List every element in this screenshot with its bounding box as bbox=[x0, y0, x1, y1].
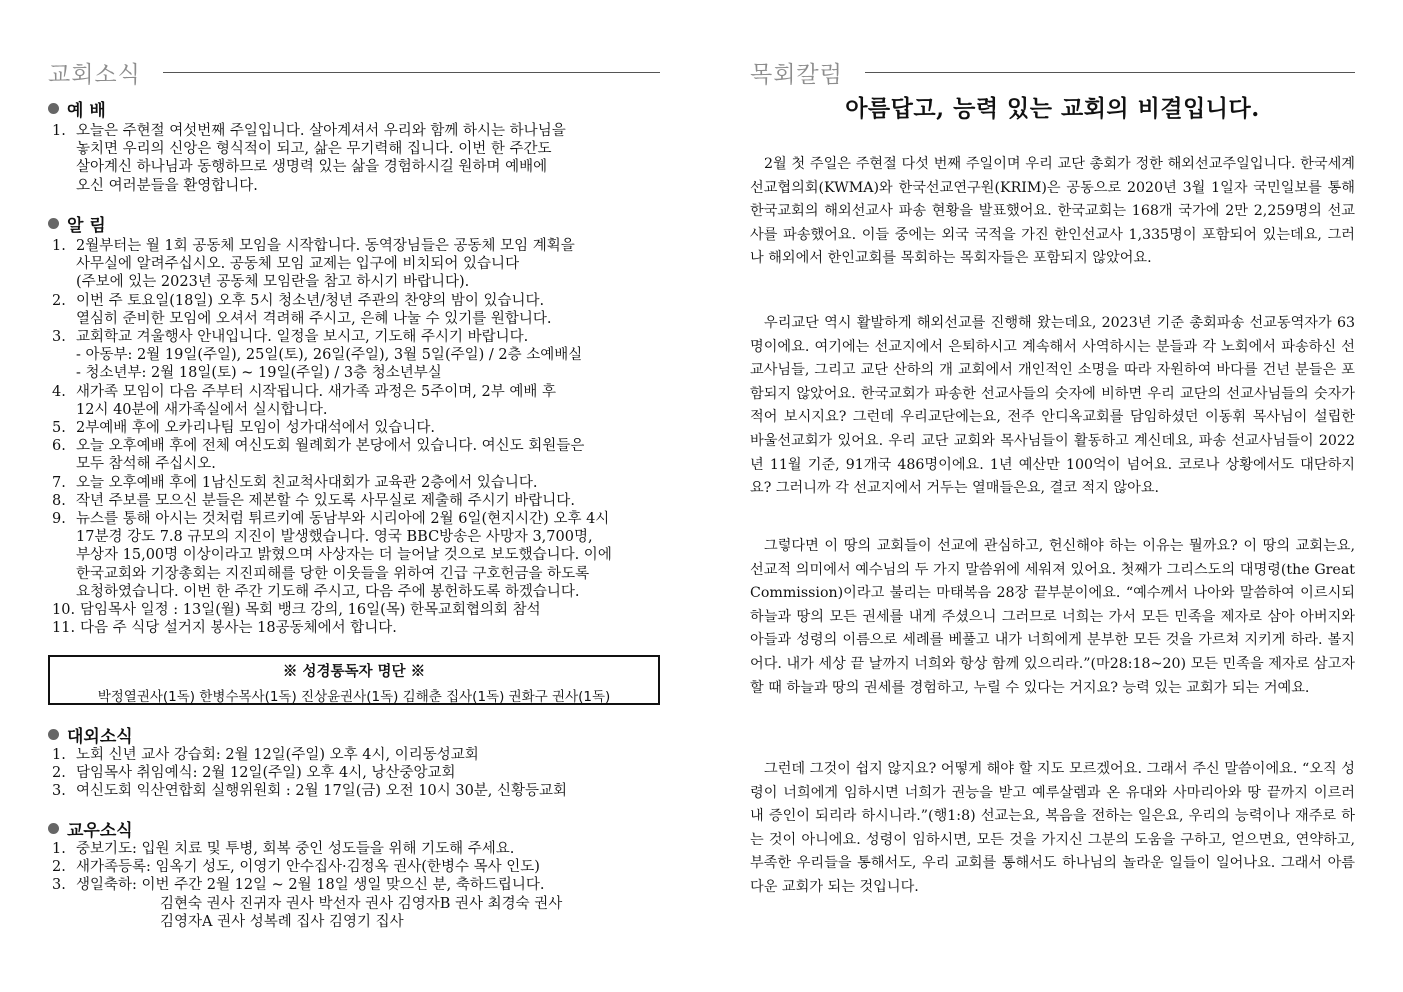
item-number: 11. bbox=[52, 620, 76, 637]
item-text-line: 열심히 준비한 모임에 오셔서 격려해 주시고, 은혜 나눌 수 있기를 원합니다. bbox=[76, 310, 552, 327]
bullet-dot-icon bbox=[48, 103, 59, 114]
item-number: 9. bbox=[52, 511, 66, 528]
item-text-line: 여신도회 익산연합회 실행위원회 : 2월 17일(금) 오전 10시 30분, 신황등교회 bbox=[76, 783, 568, 800]
item-number: 2. bbox=[52, 765, 66, 782]
column-paragraph: 그렇다면 이 땅의 교회들이 선교에 관심하고, 헌신해야 하는 이유는 뭘까요? 이 땅의 교회는요, 선교적 의미에서 예수님의 두 가지 말씀위에 세워져 있어요. 첫째가 그리스도의 대명령(the Great Commission)이라고 불리는 마태복음 28장 끝부분이에요. “예수께서 나아와 말씀하여 이르시되 하늘과 땅의 모든 권세를 내게 주셨으니 그러므로 너희는 가서 모든 민족을 제자로 삼아 아버지와 아들과 성령의 이름으로 세례를 베풀고 내가 너희에게 분부한 모든 것을 가르쳐 지키게 하라. 볼지어다. 내가 세상 끝 날까지 너희와 항상 함께 있으리라.”(마28:18~20) 모든 민족을 제자로 삼고자 할 때 하늘과 땅의 권세를 경험하고, 누릴 수 있다는 거지요? 능력 있는 교회가 되는 거예요. bbox=[750, 538, 1355, 696]
item-text-line: 한국교회와 기장총회는 지진피해를 당한 이웃들을 위하여 긴급 구호헌금을 하도록 bbox=[76, 565, 590, 582]
item-text-line: 교회학교 겨울행사 안내입니다. 일정을 보시고, 기도해 주시기 바랍니다. bbox=[76, 329, 529, 346]
item-text-line: 17분경 강도 7.8 규모의 지진이 발생했습니다. 영국 BBC방송은 사망자 3,700명, bbox=[76, 529, 593, 546]
item-text-line: 작년 주보를 모으신 분들은 제본할 수 있도록 사무실로 제출해 주시기 바랍니다. bbox=[76, 492, 575, 509]
list-item bbox=[52, 419, 660, 437]
item-number: 1. bbox=[52, 841, 66, 857]
members-news-heading: 교우소식 bbox=[48, 816, 133, 841]
bible-readers-title: ※ 성경통독자 명단 ※ bbox=[282, 663, 426, 680]
members-news-list bbox=[52, 840, 660, 931]
item-text-line: (주보에 있는 2023년 공동체 모임란을 참고 하시기 바랍니다). bbox=[76, 274, 470, 291]
bullet-dot-icon bbox=[48, 729, 59, 740]
item-text-line: 뉴스를 통해 아시는 것처럼 튀르키예 동남부와 시리아에 2월 6일(현지시간) 오후 4시 bbox=[76, 511, 610, 528]
church-news-header bbox=[48, 56, 660, 89]
bullet-dot-icon bbox=[48, 823, 59, 834]
column-paragraph: 2월 첫 주일은 주현절 다섯 번째 주일이며 우리 교단 총회가 정한 해외선교주일입니다. 한국세계선교협의회(KWMA)와 한국선교연구원(KRIM)은 공동으로 2020년 3월 1일자 국민일보를 통해 한국교회의 해외선교사 파송 현황을 발표했어요. 한국교회는 168개 국가에 2만 2,259명의 선교사를 파송했어요. 이들 중에는 외국 국적을 가진 한인선교사 1,335명이 포함되어 있는데요, 그러나 해외에서 한인교회를 목회하는 목회자들은 포함되지 않았어요. bbox=[750, 156, 1355, 267]
item-text-line: 담임목사 취임예식: 2월 12일(주일) 오후 4시, 낭산중앙교회 bbox=[76, 765, 456, 782]
column-paragraph: 그런데 그것이 쉽지 않지요? 어떻게 해야 할 지도 모르겠어요. 그래서 주신 말씀이에요. “오직 성령이 너희에게 임하시면 너희가 권능을 받고 예루살렘과 온 유대와 사마리아와 땅 끝까지 이르러 내 증인이 되리라 하시니라.”(행1:8) 선교는요, 복음을 전하는 일은요, 우리의 능력이나 재주로 하는 것이 아니에요. 성령이 임하시면, 모든 것을 가지신 그분의 도움을 구하고, 얻으면요, 연약하고, 부족한 우리들을 통해서도, 우리 교회를 통해서도 하나님의 놀라운 일들이 일어나요. 그래서 아름다운 교회가 되는 것입니다. bbox=[750, 761, 1355, 895]
item-number: 5. bbox=[52, 420, 66, 437]
list-item bbox=[52, 782, 660, 800]
item-number: 6. bbox=[52, 438, 66, 455]
pastor-column-title: 목회칼럼 bbox=[750, 62, 843, 88]
item-number: 10. bbox=[52, 602, 76, 619]
notices-heading: 알 림 bbox=[48, 211, 106, 236]
header-rule bbox=[163, 72, 660, 73]
item-text-line: 오늘은 주현절 여섯번째 주일입니다. 살아계셔서 우리와 함께 하시는 하나님을 bbox=[76, 123, 566, 139]
item-text-line: 생일축하: 이번 주간 2월 12일 ~ 2월 18일 생일 맞으신 분, 축하드립니다. bbox=[76, 877, 545, 894]
list-item bbox=[52, 840, 660, 858]
external-news-list bbox=[52, 746, 660, 801]
item-text-line: 다음 주 식당 설거지 봉사는 18공동체에서 합니다. bbox=[80, 620, 397, 637]
birthday-names-line: 김현숙 권사 진귀자 권사 박선자 권사 김영자B 권사 최경숙 권사 bbox=[160, 895, 563, 912]
pastor-column-header bbox=[750, 56, 1355, 89]
list-item bbox=[52, 237, 660, 292]
item-text-line: - 아동부: 2월 19일(주일), 25일(토), 26일(주일), 3월 5일(주일) / 2층 소예배실 bbox=[76, 347, 583, 364]
item-number: 1. bbox=[52, 747, 66, 763]
item-text-line: 오신 여러분들을 환영합니다. bbox=[76, 177, 258, 194]
list-item bbox=[52, 474, 660, 492]
item-text-line: 놓치면 우리의 신앙은 형식적이 되고, 삶은 무기력해 집니다. 이번 한 주간도 bbox=[76, 141, 552, 158]
church-news-title: 교회소식 bbox=[48, 62, 141, 88]
list-item bbox=[52, 876, 660, 931]
list-item bbox=[52, 601, 660, 619]
item-text-line: 부상자 15,00명 이상이라고 밝혔으며 사상자는 더 늘어날 것으로 보도했습니다. 이에 bbox=[76, 547, 612, 564]
item-text-line: 사무실에 알려주십시오. 공동체 모임 교제는 입구에 비치되어 있습니다 bbox=[76, 256, 520, 273]
worship-list bbox=[52, 122, 660, 195]
item-text-line: 오늘 오후예배 후에 1남신도회 친교척사대회가 교육관 2층에서 있습니다. bbox=[76, 474, 538, 491]
list-item bbox=[52, 122, 660, 195]
item-text-line: 2부예배 후에 오카리나팀 모임이 성가대석에서 있습니다. bbox=[76, 420, 436, 437]
list-item bbox=[52, 328, 660, 383]
bible-readers-box bbox=[48, 655, 660, 705]
item-text-line: 새가족등록: 임옥기 성도, 이영기 안수집사·김정옥 권사(한병수 목사 인도) bbox=[76, 859, 540, 876]
item-number: 1. bbox=[52, 123, 66, 139]
birthday-names-line: 김영자A 권사 성복례 집사 김영기 집사 bbox=[160, 913, 404, 930]
item-number: 3. bbox=[52, 877, 66, 894]
list-item bbox=[52, 619, 660, 637]
item-number: 1. bbox=[52, 238, 66, 254]
worship-heading: 예 배 bbox=[48, 96, 106, 121]
item-number: 2. bbox=[52, 292, 66, 309]
item-text-line: 2월부터는 월 1회 공동체 모임을 시작합니다. 동역장님들은 공동체 모임 계획을 bbox=[76, 238, 575, 254]
item-number: 3. bbox=[52, 783, 66, 800]
item-number: 3. bbox=[52, 329, 66, 346]
column-headline: 아름답고, 능력 있는 교회의 비결입니다. bbox=[845, 95, 1260, 122]
header-rule bbox=[865, 72, 1355, 73]
item-text-line: 12시 40분에 새가족실에서 실시합니다. bbox=[76, 401, 328, 418]
item-text-line: 담임목사 일정 : 13일(월) 목회 뱅크 강의, 16일(목) 한목교회협의회 참석 bbox=[80, 602, 541, 619]
item-text-line: 새가족 모임이 다음 주부터 시작됩니다. 새가족 과정은 5주이며, 2부 예배 후 bbox=[76, 383, 556, 400]
item-text-line: 이번 주 토요일(18일) 오후 5시 청소년/청년 주관의 찬양의 밤이 있습니다. bbox=[76, 292, 545, 309]
external-news-heading: 대외소식 bbox=[48, 722, 133, 747]
list-item bbox=[52, 437, 660, 473]
item-number: 4. bbox=[52, 383, 66, 400]
item-text-line: 모두 참석해 주십시오. bbox=[76, 456, 216, 473]
bullet-dot-icon bbox=[48, 218, 59, 229]
column-paragraph: 우리교단 역시 활발하게 해외선교를 진행해 왔는데요, 2023년 기준 총회파송 선교동역자가 63명이에요. 여기에는 선교지에서 은퇴하시고 계속해서 사역하시는 분들과 각 노회에서 파송하신 선교사님들, 그리고 교단 산하의 개 교회에서 개인적인 소명을 따라 자원하여 바다를 건넌 분들은 포함되지 않았어요. 한국교회가 파송한 선교사들의 숫자에 비하면 우리 교단의 선교사님들의 숫자가 적어 보시지요? 그런데 우리교단에는요, 전주 안디옥교회를 담임하셨던 이동휘 목사님이 설립한 바울선교회가 있어요. 우리 교단 교회와 목사님들이 활동하고 계신데요, 파송 선교사님들이 2022년 11월 기준, 91개국 486명이에요. 1년 예산만 100억이 넘어요. 코로나 상황에서도 대단하지요? 그러니까 각 선교지에서 거두는 열매들은요, 결코 적지 않아요. bbox=[750, 315, 1355, 497]
item-text-line: 요청하였습니다. 이번 한 주간 기도해 주시고, 다음 주에 봉헌하도록 하겠습니다. bbox=[76, 583, 580, 600]
list-item bbox=[52, 746, 660, 764]
list-item bbox=[52, 383, 660, 419]
list-item bbox=[52, 858, 660, 876]
item-text-line: 살아계신 하나님과 동행하므로 생명력 있는 삶을 경험하시길 원하며 예배에 bbox=[76, 159, 548, 176]
item-text-line: 중보기도: 입원 치료 및 투병, 회복 중인 성도들을 위해 기도해 주세요. bbox=[76, 841, 515, 857]
item-text-line: 오늘 오후예배 후에 전체 여신도회 월례회가 본당에서 있습니다. 여신도 회원들은 bbox=[76, 438, 585, 455]
list-item bbox=[52, 292, 660, 328]
item-text-line: - 청소년부: 2월 18일(토) ~ 19일(주일) / 3층 청소년부실 bbox=[76, 365, 442, 382]
item-number: 2. bbox=[52, 859, 66, 876]
bible-readers-names: 박정열권사(1독) 한병수목사(1독) 진상윤권사(1독) 김해춘 집사(1독) 권화구 권사(1독) bbox=[97, 689, 611, 705]
list-item bbox=[52, 510, 660, 601]
list-item bbox=[52, 764, 660, 782]
item-number: 7. bbox=[52, 474, 66, 491]
item-number: 8. bbox=[52, 492, 66, 509]
list-item bbox=[52, 492, 660, 510]
notices-list bbox=[52, 237, 660, 637]
item-text-line: 노회 신년 교사 강습회: 2월 12일(주일) 오후 4시, 이리동성교회 bbox=[76, 747, 479, 763]
